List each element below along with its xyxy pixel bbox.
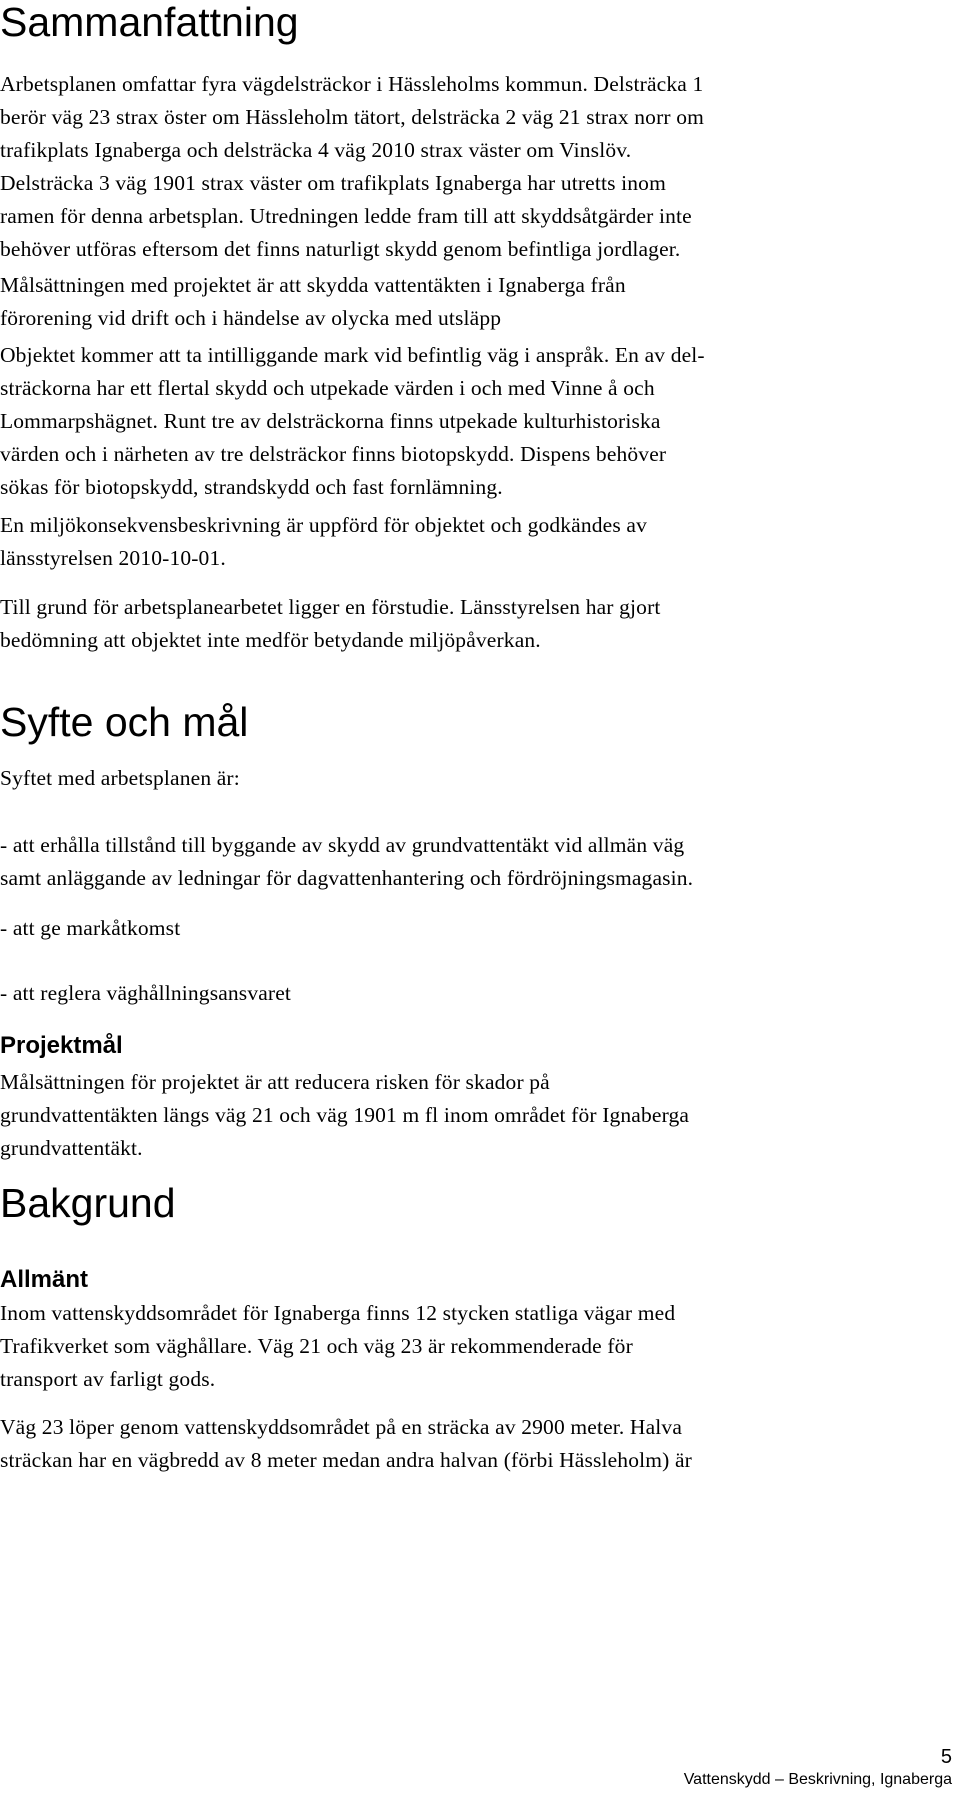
text-line: sträckan har en vägbredd av 8 meter medan andra halvan (förbi Hässleholm) är bbox=[0, 1448, 692, 1472]
paragraph-sammanfattning-4 bbox=[0, 509, 945, 575]
text-line: Inom vattenskyddsområdet för Ignaberga finns 12 stycken statliga vägar med bbox=[0, 1301, 676, 1325]
text-line: sökas för biotopskydd, strandskydd och fast fornlämning. bbox=[0, 475, 503, 499]
text-line: Objektet kommer att ta intilliggande mark vid befintlig väg i anspråk. En av del- bbox=[0, 343, 705, 367]
text-line: trafikplats Ignaberga och delsträcka 4 väg 2010 strax väster om Vinslöv. bbox=[0, 138, 632, 162]
text-line: bedömning att objektet inte medför betydande miljöpåverkan. bbox=[0, 628, 541, 652]
heading-syfte-och-mal: Syfte och mål bbox=[0, 699, 249, 745]
paragraph-syfte-item-2 bbox=[0, 912, 945, 945]
paragraph-allmant-2 bbox=[0, 1411, 945, 1477]
text-line: grundvattentäkten längs väg 21 och väg 1901 m fl inom området för Ignaberga bbox=[0, 1103, 690, 1127]
text-line: - att reglera väghållningsansvaret bbox=[0, 981, 292, 1005]
text-line: Syftet med arbetsplanen är: bbox=[0, 766, 240, 790]
text-line: Arbetsplanen omfattar fyra vägdelsträckor i Hässleholms kommun. Delsträcka 1 bbox=[0, 72, 704, 96]
text-line: Målsättningen för projektet är att reducera risken för skador på bbox=[0, 1070, 550, 1094]
paragraph-syfte-item-1 bbox=[0, 829, 945, 895]
heading-allmant: Allmänt bbox=[0, 1266, 89, 1293]
text-line: förorening vid drift och i händelse av olycka med utsläpp bbox=[0, 306, 502, 330]
page-number: 5 bbox=[940, 1746, 952, 1768]
text-line: Delsträcka 3 väg 1901 strax väster om trafikplats Ignaberga har utretts inom bbox=[0, 171, 666, 195]
paragraph-allmant-1 bbox=[0, 1297, 945, 1396]
text-line: Trafikverket som väghållare. Väg 21 och väg 23 är rekommenderade för bbox=[0, 1334, 633, 1358]
text-line: berör väg 23 strax öster om Hässleholm tätort, delsträcka 2 väg 21 strax norr om bbox=[0, 105, 704, 129]
paragraph-sammanfattning-3 bbox=[0, 339, 945, 504]
text-line: Målsättningen med projektet är att skydda vattentäkten i Ignaberga från bbox=[0, 273, 626, 297]
text-line: - att ge markåtkomst bbox=[0, 916, 181, 940]
text-line: En miljökonsekvensbeskrivning är uppförd för objektet och godkändes av bbox=[0, 513, 647, 537]
text-line: ramen för denna arbetsplan. Utredningen ledde fram till att skyddsåtgärder inte bbox=[0, 204, 692, 228]
text-line: värden och i närheten av tre delsträckor finns biotopskydd. Dispens behöver bbox=[0, 442, 667, 466]
text-line: - att erhålla tillstånd till byggande av skydd av grundvattentäkt vid allmän väg bbox=[0, 833, 685, 857]
text-line: behöver utföras eftersom det finns naturligt skydd genom befintliga jordlager. bbox=[0, 237, 681, 261]
paragraph-syfte-intro bbox=[0, 762, 945, 795]
paragraph-sammanfattning-1 bbox=[0, 68, 945, 266]
text-line: grundvattentäkt. bbox=[0, 1136, 143, 1160]
text-line: Till grund för arbetsplanearbetet ligger en förstudie. Länsstyrelsen har gjort bbox=[0, 595, 661, 619]
text-line: samt anläggande av ledningar för dagvattenhantering och fördröjningsmagasin. bbox=[0, 866, 694, 890]
text-line: Lommarpshägnet. Runt tre av delsträckorna finns utpekade kulturhistoriska bbox=[0, 409, 661, 433]
text-line: länsstyrelsen 2010-10-01. bbox=[0, 546, 226, 570]
paragraph-syfte-item-3 bbox=[0, 977, 945, 1010]
heading-projektmal: Projektmål bbox=[0, 1032, 123, 1059]
paragraph-projektmal bbox=[0, 1066, 945, 1165]
paragraph-sammanfattning-2 bbox=[0, 269, 945, 335]
text-line: Väg 23 löper genom vattenskyddsområdet på en sträcka av 2900 meter. Halva bbox=[0, 1415, 683, 1439]
text-line: sträckorna har ett flertal skydd och utpekade värden i och med Vinne å och bbox=[0, 376, 655, 400]
text-line: transport av farligt gods. bbox=[0, 1367, 216, 1391]
heading-bakgrund: Bakgrund bbox=[0, 1180, 176, 1226]
footer-document-title: Vattenskydd – Beskrivning, Ignaberga bbox=[683, 1771, 952, 1788]
paragraph-sammanfattning-5 bbox=[0, 591, 945, 657]
heading-sammanfattning: Sammanfattning bbox=[0, 0, 299, 45]
